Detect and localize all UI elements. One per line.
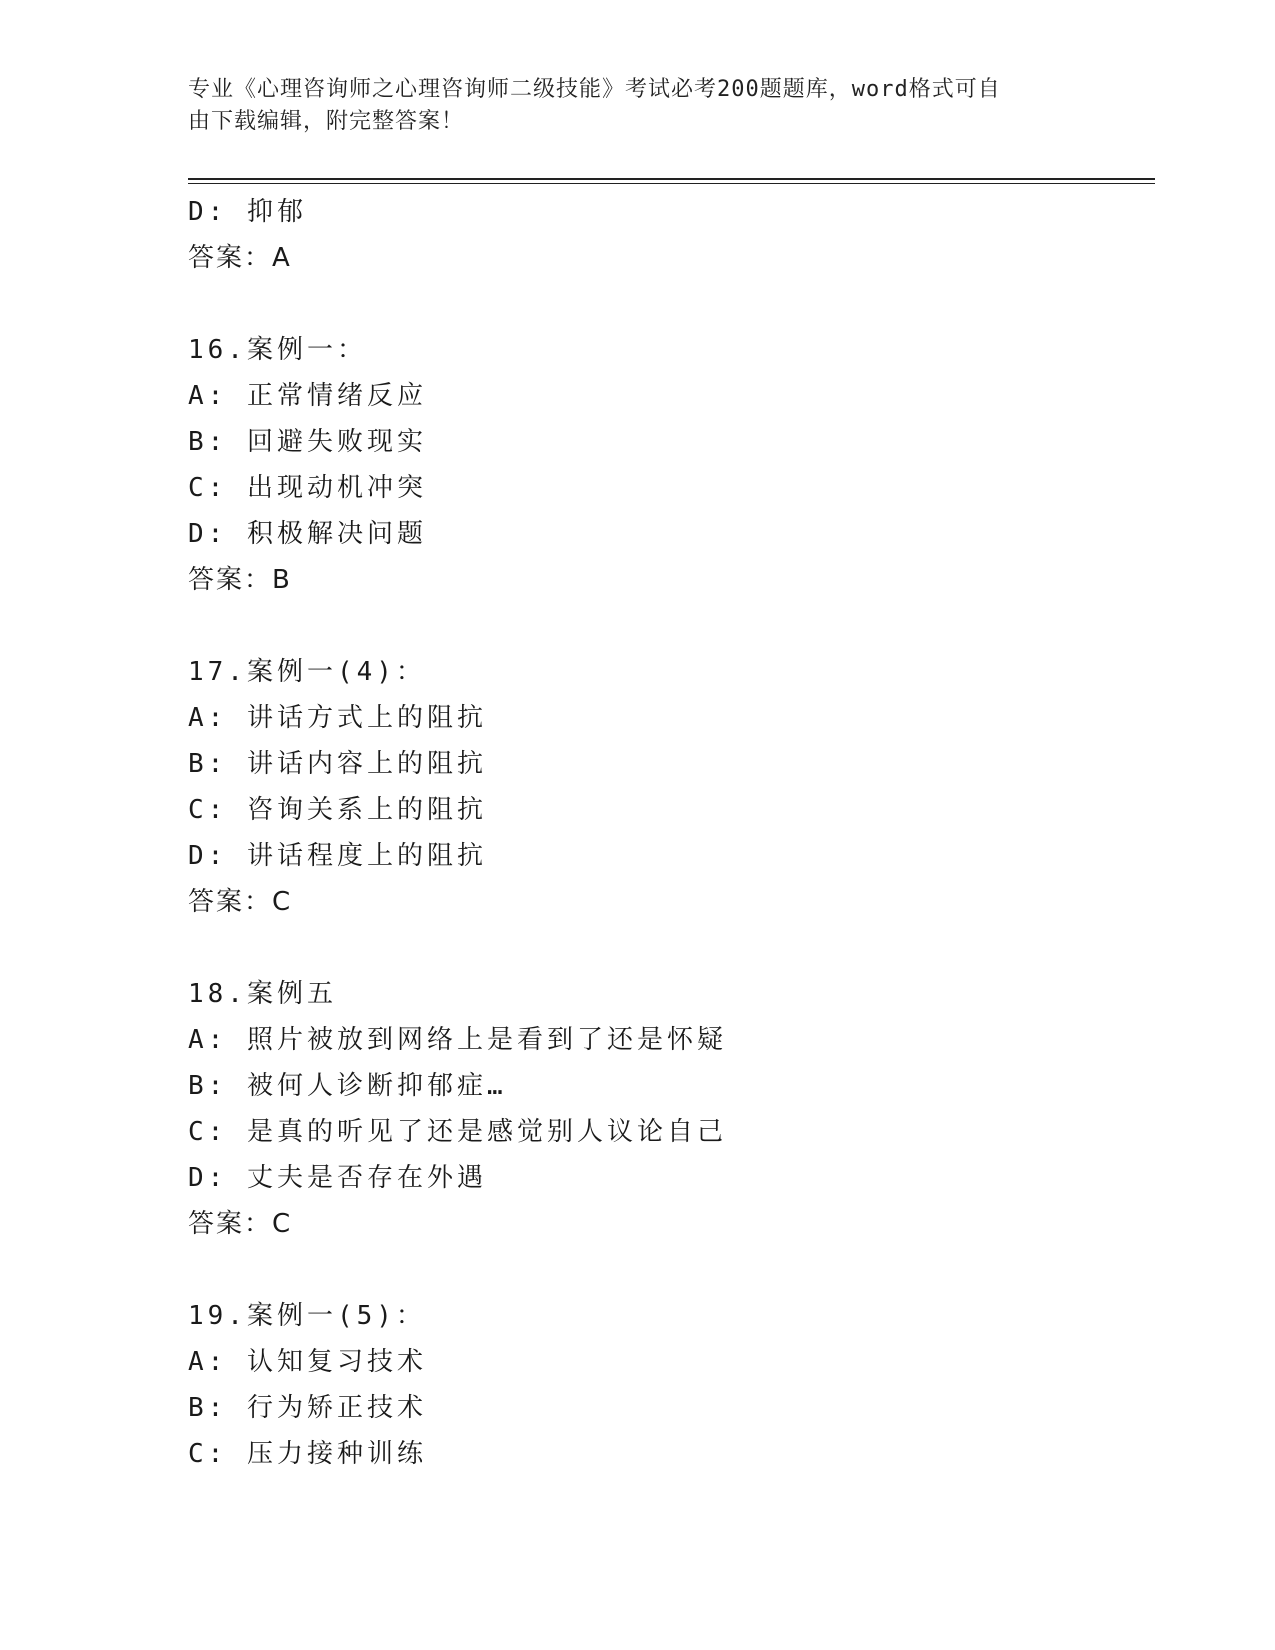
spacer — [188, 603, 1148, 649]
option-d: D: 抑郁 — [188, 197, 307, 227]
question-16 — [188, 327, 1148, 603]
question-stem: 17.案例一(4)： — [188, 657, 426, 687]
answer-line: 答案：A — [188, 243, 292, 273]
option-c: C: 咨询关系上的阻抗 — [188, 795, 487, 825]
question-stem: 16.案例一： — [188, 335, 367, 365]
option-a: A: 照片被放到网络上是看到了还是怀疑 — [188, 1025, 727, 1055]
option-d: D: 丈夫是否存在外遇 — [188, 1163, 487, 1193]
option-b: B: 行为矫正技术 — [188, 1393, 427, 1423]
answer-line: 答案：C — [188, 1209, 293, 1239]
option-d: D: 积极解决问题 — [188, 519, 427, 549]
question-stem: 18.案例五 — [188, 979, 337, 1009]
header-divider-thin — [188, 183, 1155, 184]
option-c: C: 压力接种训练 — [188, 1439, 427, 1469]
spacer — [188, 1247, 1148, 1293]
spacer — [188, 925, 1148, 971]
question-19 — [188, 1293, 1148, 1477]
option-c: C: 出现动机冲突 — [188, 473, 427, 503]
question-stem: 19.案例一(5)： — [188, 1301, 426, 1331]
answer-line: 答案：B — [188, 565, 292, 595]
header-line-2: 由下载编辑，附完整答案！ — [188, 109, 465, 134]
option-c: C: 是真的听见了还是感觉别人议论自己 — [188, 1117, 727, 1147]
spacer — [188, 281, 1148, 327]
question-list — [188, 189, 1148, 1477]
header-line-1: 专业《心理咨询师之心理咨询师二级技能》考试必考200题题库，word格式可自 — [188, 77, 1001, 102]
question-18 — [188, 971, 1148, 1247]
option-a: A: 认知复习技术 — [188, 1347, 427, 1377]
question-17 — [188, 649, 1148, 925]
option-b: B: 被何人诊断抑郁症… — [188, 1071, 507, 1101]
option-a: A: 正常情绪反应 — [188, 381, 427, 411]
option-a: A: 讲话方式上的阻抗 — [188, 703, 487, 733]
option-b: B: 讲话内容上的阻抗 — [188, 749, 487, 779]
header-divider-thick — [188, 178, 1155, 180]
document-header — [188, 74, 1068, 138]
answer-line: 答案：C — [188, 887, 293, 917]
option-b: B: 回避失败现实 — [188, 427, 427, 457]
option-d: D: 讲话程度上的阻抗 — [188, 841, 487, 871]
